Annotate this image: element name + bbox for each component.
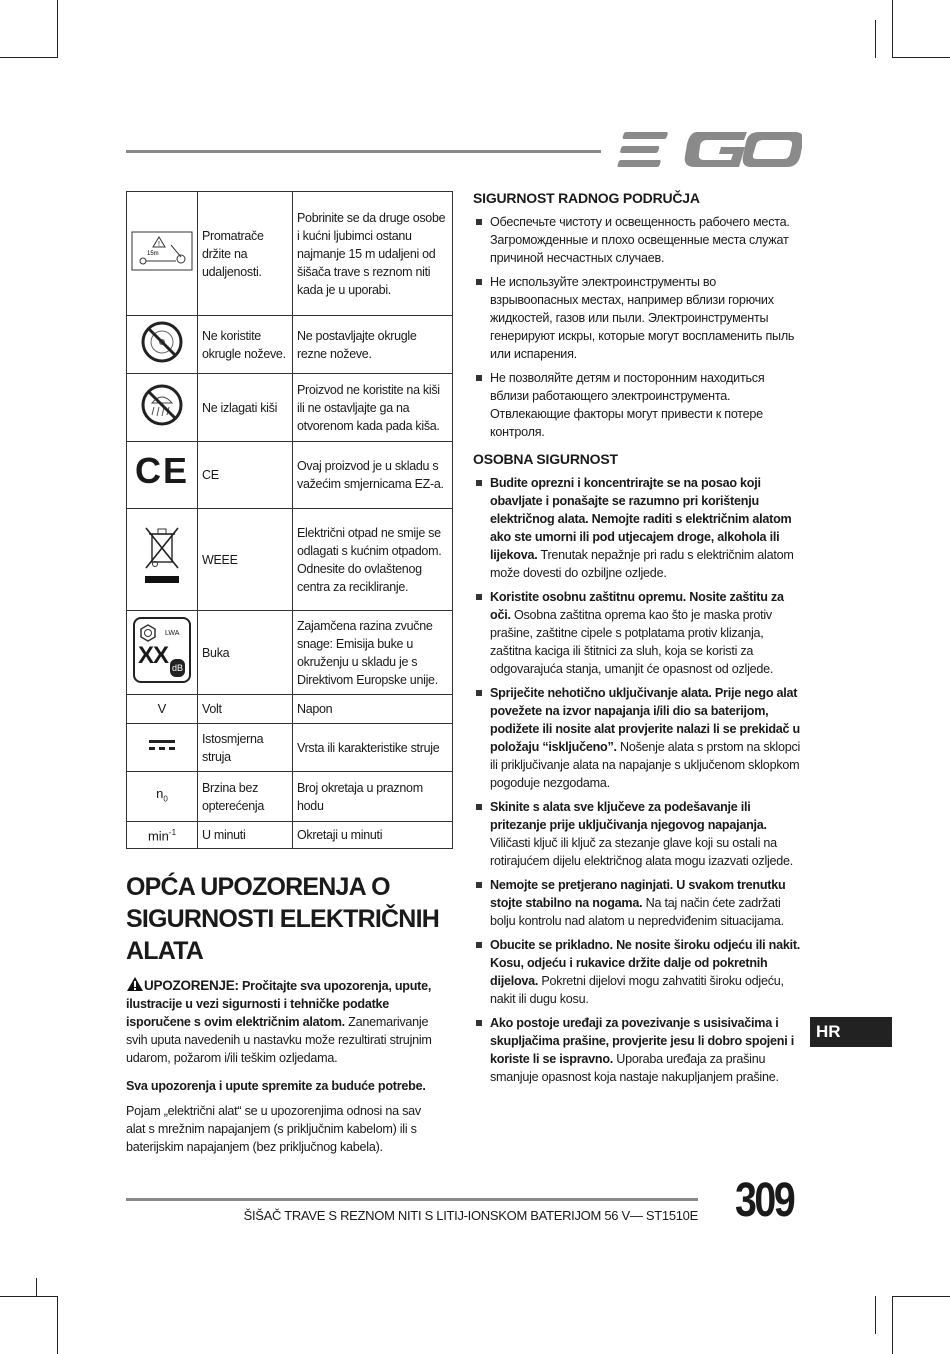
symbol-label: Ne koristite okrugle noževe.: [198, 316, 293, 374]
list-item: [473, 798, 803, 870]
symbol-label: Ne izlagati kiši: [198, 374, 293, 442]
term-definition: Pojam „električni alat“ se u upozorenjima odnosi na sav alat s mrežnim napajanjem (s priključnim kabelom) ili s baterijskim napajanjem (bez priključnog kabela).: [126, 1104, 421, 1154]
list-item: [473, 588, 803, 678]
symbol-subscript: 0: [163, 794, 168, 804]
symbol-description: Vrsta ili karakteristike struje: [293, 724, 453, 772]
table-row: [127, 509, 453, 611]
ego-logo: [617, 130, 802, 170]
symbol-min: min: [147, 828, 169, 844]
crop-mark: [36, 1278, 37, 1296]
symbol-description: Napon: [293, 695, 453, 724]
list-item: [473, 684, 803, 792]
table-row: [127, 695, 453, 724]
no-rain-icon: [140, 383, 184, 427]
item-text: Osobna zaštitna oprema kao što je maska protiv prašine, zaštitne cipele s potplatama protiv klizanja, zaštitna kaciga ili štitnici za sluh, koja se koristi za odgovarajuća stanja, umanjit će opasnost od ozljede.: [490, 608, 774, 676]
item-bold: Obucite se prikladno. Ne nosite široku odjeću ili nakit. Kosu, odjeću i rukavice držite dalje od pokretnih dijelova.: [490, 938, 801, 988]
table-row: [127, 192, 453, 316]
symbol-label: Volt: [198, 695, 293, 724]
icon-cell: [127, 374, 198, 442]
right-column: [473, 190, 803, 1092]
icon-cell: [127, 509, 198, 611]
symbol-label: U minuti: [198, 822, 293, 849]
language-tab: HR: [810, 1017, 892, 1047]
warning-bold-text: Pročitajte sva upozorenja, upute, ilustracije u vezi sigurnosti i tehničke podatke isporučene s ovim električnim alatom.: [126, 979, 432, 1029]
item-bold: Skinite s alata sve ključeve za podešavanje ili pritezanje prije uključivanja njegovog napajanja.: [490, 800, 767, 832]
item-text: Pokretni dijelovi mogu zahvatiti široku odjeću, nakit ili dugu kosu.: [490, 974, 784, 1006]
item-bold: Budite oprezni i koncentrirajte se na posao koji obavljate i ponašajte se razumno pri korištenju električnog alata. Nemojte raditi s električnim alatom ako ste umorni ili pod utjecajem droge, alkohola ili lijekova.: [490, 476, 792, 562]
table-row: [127, 374, 453, 442]
item-bold: Ako postoje uređaji za povezivanje s usisivačima i skupljačima prašine, provjerite jesu li dobro spojeni i koriste li se ispravno.: [490, 1016, 794, 1066]
item-text: Trenutak nepažnje pri radu s električnim alatom može dovesti do ozbiljne ozljede.: [490, 548, 794, 580]
work-area-heading: SIGURNOST RADNOG PODRUČJA: [473, 190, 700, 206]
no-load-speed-symbol: [127, 772, 198, 822]
table-row: [127, 724, 453, 772]
symbol-description: Zajamčena razina zvučne snage: Emisija buke u okruženju u skladu je s Direktivom Europske unije.: [293, 611, 453, 695]
crop-mark: [892, 1296, 893, 1354]
crop-mark: [0, 1296, 58, 1297]
item-text: Nošenje alata s prstom na sklopci ili priključivanje alata na napajanje s uključenom sklopkom pogoduje nezgodama.: [490, 740, 801, 790]
footer-rule: [126, 1198, 698, 1201]
symbol-description: Pobrinite se da druge osobe i kućni ljubimci ostanu najmanje 15 m udaljeni od šišača trave s reznom niti kada je u uporabi.: [293, 192, 453, 316]
list-item: Обеспечьте чистоту и освещенность рабочего места. Загроможденные и плохо освещенные места служат причиной несчастных случаев.: [473, 213, 803, 267]
icon-cell: [127, 192, 198, 316]
volt-symbol: V: [127, 695, 198, 724]
hex-nut-icon: [139, 624, 157, 642]
item-text: Uporaba uređaja za prašinu smanjuje opasnost koja nastaje nakupljanjem prašine.: [490, 1052, 779, 1084]
noise-value: XX: [138, 642, 169, 669]
list-item: [473, 876, 803, 930]
personal-safety-list: [473, 474, 803, 1086]
list-item: Не используйте электроинструменты во взрывоопасных местах, например вблизи горючих жидкостей, газов или пыли. Электроинструменты генерируют искры, которые могут воспламенить пыль или испарения.: [473, 273, 803, 363]
symbol-description: Okretaji u minuti: [293, 822, 453, 849]
per-minute-symbol: [127, 822, 198, 849]
symbol-description: Ovaj proizvod je u skladu s važećim smjernicama EZ-a.: [293, 442, 453, 509]
warning-paragraph: [126, 976, 448, 1067]
weee-bin-icon: [140, 524, 184, 590]
warning-word: UPOZORENJE:: [144, 978, 239, 993]
crop-mark: [57, 1296, 58, 1354]
symbol-label: Brzina bez opterećenja: [198, 772, 293, 822]
warning-distance-icon: [131, 231, 193, 271]
symbol-label: CE: [198, 442, 293, 509]
symbol-label: Promatrače držite na udaljenosti.: [198, 192, 293, 316]
symbol-label: Istosmjerna struja: [198, 724, 293, 772]
list-item: [473, 936, 803, 1008]
crop-mark: [892, 0, 893, 58]
symbol-description: Električni otpad ne smije se odlagati s kućnim otpadom. Odnesite do ovlaštenog centra za recikliranje.: [293, 509, 453, 611]
dc-current-icon: [148, 737, 176, 753]
warning-rest-text: Zanemarivanje svih uputa navedenih u nastavku može rezultirati strujnim udarom, požarom i/ili teškim ozljedama.: [126, 1015, 432, 1065]
symbol-label: Buka: [198, 611, 293, 695]
symbol-description: Broj okretaja u praznom hodu: [293, 772, 453, 822]
table-row: [127, 611, 453, 695]
symbol-label: WEEE: [198, 509, 293, 611]
work-area-list: [473, 213, 803, 441]
crop-mark: [0, 57, 58, 58]
lwa-label: LWA: [165, 630, 180, 637]
crop-mark: [892, 1296, 950, 1297]
header-rule: [126, 150, 601, 153]
symbol-superscript: -1: [168, 828, 177, 838]
noise-level-icon: [133, 617, 191, 683]
personal-safety-heading: OSOBNA SIGURNOST: [473, 451, 618, 467]
table-row: [127, 442, 453, 509]
no-round-blade-icon: [140, 320, 184, 364]
table-row: [127, 822, 453, 849]
keep-instructions: Sva upozorenja i upute spremite za buduće potrebe.: [126, 1079, 426, 1093]
list-item: [473, 474, 803, 582]
icon-cell: [127, 611, 198, 695]
crop-mark: [875, 20, 876, 58]
list-item: Не позволяйте детям и посторонним находиться вблизи работающего электроинструмента. Отвлекающие факторы могут привести к потере контроля.: [473, 369, 803, 441]
icon-cell: [127, 724, 198, 772]
item-text: Viličasti ključ ili ključ za stezanje glave koji su ostali na rotirajućem dijelu električnog alata mogu izazvati ozljede.: [490, 836, 794, 868]
page-number: 309: [735, 1174, 794, 1227]
table-row: [127, 316, 453, 374]
symbol-description: Proizvod ne koristite na kiši ili ne ostavljajte ga na otvorenom kada pada kiša.: [293, 374, 453, 442]
icon-cell: [127, 442, 198, 509]
item-bold: Spriječite nehotično uključivanje alata. Prije nego alat povežete na izvor napajanja i/ili dio sa baterijom, podižete ili nosite alat provjerite nalazi li se prekidač u položaju “isključeno”.: [490, 686, 800, 754]
warning-triangle-icon: [126, 976, 144, 992]
crop-mark: [875, 1296, 876, 1334]
crop-mark: [892, 57, 950, 58]
title-line: ALATA: [126, 937, 203, 965]
symbol-description: Ne postavljajte okrugle rezne noževe.: [293, 316, 453, 374]
table-row: [127, 772, 453, 822]
icon-cell: [127, 316, 198, 374]
svg-text:!: !: [158, 241, 160, 248]
symbol-n: n: [156, 785, 164, 801]
ce-mark-icon: CE: [134, 450, 189, 491]
item-bold: Nemojte se pretjerano naginjati. U svakom trenutku stojte stabilno na nogama.: [490, 878, 786, 910]
symbols-table: [126, 191, 453, 849]
item-bold: Koristite osobnu zaštitnu opremu. Nosite zaštitu za oči.: [490, 590, 784, 622]
title-line: OPĆA UPOZORENJA O: [126, 873, 390, 901]
list-item: [473, 1014, 803, 1086]
footer-product: ŠIŠAČ TRAVE S REZNOM NITI S LITIJ-IONSKOM BATERIJOM 56 V— ST1510E: [243, 1208, 698, 1223]
svg-text:15m: 15m: [147, 251, 159, 257]
title-line: SIGURNOSTI ELEKTRIČNIH: [126, 905, 439, 933]
crop-mark: [57, 0, 58, 58]
general-warnings-title: [126, 871, 456, 967]
db-unit: dB: [170, 659, 185, 677]
item-text: Na taj način ćete zadržati bolju kontrolu nad alatom u nepredviđenim situacijama.: [490, 896, 784, 928]
